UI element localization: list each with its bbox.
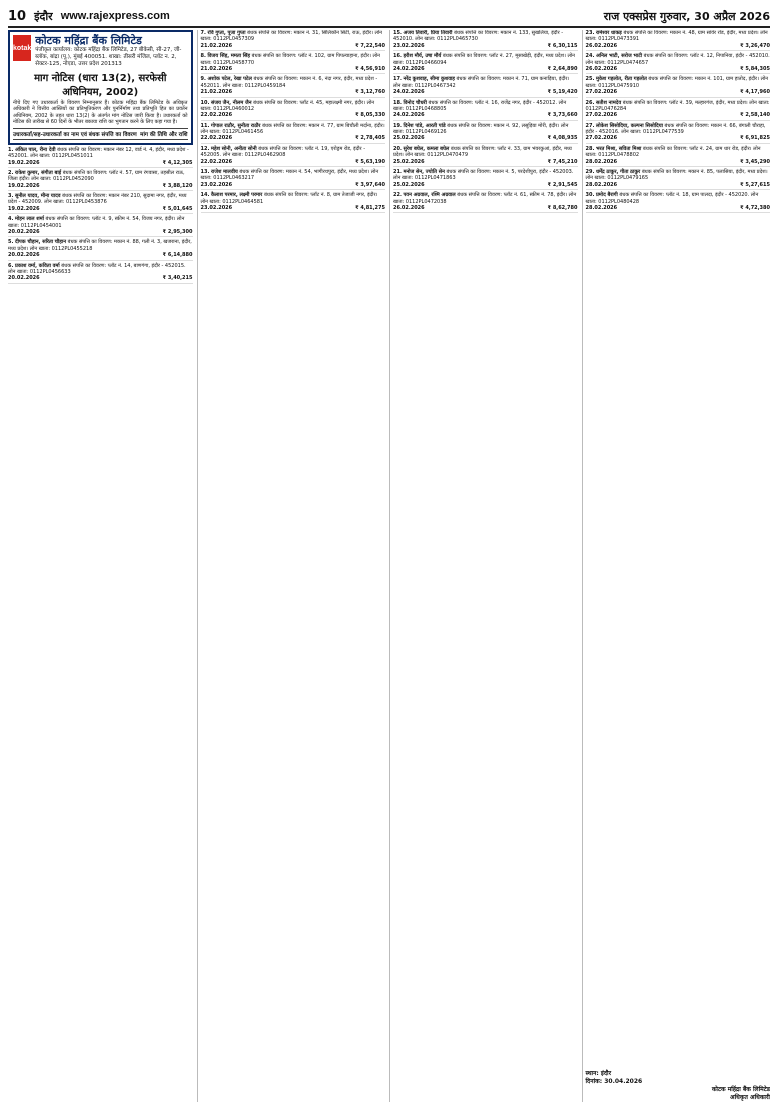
bank-address: पंजीकृत कार्यालय: कोटक महिंद्रा बैंक लिमिटेड, 27 बीकेसी, सी-27, जी-ब्लॉक, बांद्रा (पू.), मुंबई 400051. शाखा: तीसरी मंजिल, प्लॉट न. 2, सेक्टर-125, नोएडा, उत्तर प्रदेश 201313 — [35, 47, 182, 67]
borrower-name: मुकेश गहलोत, रीता गहलोत — [595, 76, 647, 83]
footer-date: दिनांक: 30.04.2026 — [585, 1077, 643, 1085]
property-details: बंधक संपत्ति का विवरण: मकान नं. 6, नंदा नगर, इंदौर, मध्य प्रदेश - 452011. लोन खाता: 0112PL0459184 — [200, 76, 378, 89]
list-item — [586, 146, 771, 167]
list-item — [201, 192, 386, 213]
demand-amount: ₹ 3,88,120 — [162, 182, 193, 189]
entry-number: 24. — [585, 53, 595, 60]
demand-date: 28.02.2026 — [585, 181, 618, 188]
demand-amount: ₹ 4,12,305 — [162, 159, 193, 166]
borrower-name: रवि गुप्ता, पूजा गुप्ता — [207, 30, 246, 36]
demand-amount: ₹ 5,19,420 — [547, 89, 578, 96]
entry-meta — [393, 66, 578, 72]
demand-amount: ₹ 3,73,660 — [547, 112, 578, 119]
notice-intro: नीचे दिए गए उधारकर्ता के विवरण निम्नानुसार हैं। कोटक महिंद्रा बैंक लिमिटेड के अधिकृत अधिकारी ने वित्तीय आस्तियों का प्रतिभूतिकरण और पुनर्निर्माण तथा प्रतिभूति हित का प्रवर्तन अधिनियम, 2002 के तहत धारा 13(2) के अंतर्गत मांग नोटिस जारी किया है। उधारकर्ता को नोटिस की तारीख से 60 दिनों के भीतर बकाया राशि का भुगतान करने के लिए कहा गया है। — [13, 99, 188, 126]
list-item — [586, 30, 771, 51]
borrower-name: सुरेश बघेल, कमला बघेल — [403, 145, 450, 152]
borrower-name: प्रकाश वर्मा, कविता वर्मा — [14, 262, 60, 269]
demand-date: 25.02.2026 — [393, 158, 425, 165]
property-details: बंधक संपत्ति का विवरण: प्लॉट नं. 102, ग्राम पिपल्याहाना, इंदौर। लोन खाता: 0112PL0458770 — [200, 53, 380, 66]
demand-amount: ₹ 2,58,140 — [740, 112, 770, 119]
demand-date: 19.02.2026 — [8, 182, 40, 189]
list-item — [8, 216, 193, 237]
entry-meta — [586, 159, 771, 165]
entry-number: 30. — [585, 192, 595, 199]
entry-meta — [586, 182, 771, 188]
entry-number: 25. — [585, 76, 595, 83]
demand-date: 28.02.2026 — [585, 158, 618, 165]
demand-date: 25.02.2026 — [393, 135, 425, 142]
property-details: बंधक संपत्ति का विवरण: मकान नं. 85, पलासिया, इंदौर, मध्य प्रदेश। लोन खाता: 0112PL0479165 — [585, 169, 768, 182]
demand-amount: ₹ 2,95,300 — [162, 229, 193, 236]
demand-date: 26.02.2026 — [393, 204, 425, 211]
notice-title: माग नोटिस (धारा 13(2), सरफेसी अधिनियम, 2002) — [34, 72, 167, 98]
demand-amount: ₹ 2,64,890 — [547, 65, 578, 72]
demand-amount: ₹ 4,56,910 — [355, 65, 385, 72]
demand-amount: ₹ 7,22,540 — [355, 42, 385, 49]
demand-amount: ₹ 8,05,330 — [355, 112, 385, 119]
demand-date: 20.02.2026 — [8, 229, 40, 236]
demand-amount: ₹ 5,27,615 — [740, 181, 770, 188]
demand-date: 23.02.2026 — [200, 204, 233, 211]
demand-date: 28.02.2026 — [585, 204, 618, 211]
table-head-right: मांग की तिथि और राशि — [140, 131, 188, 138]
demand-date: 26.02.2026 — [585, 42, 618, 49]
demand-date: 27.02.2026 — [585, 135, 618, 142]
list-item — [393, 146, 578, 167]
demand-amount: ₹ 6,91,825 — [740, 135, 770, 142]
entry-meta — [8, 160, 193, 166]
entry-number: 10. — [200, 99, 210, 106]
entry-number: 19. — [393, 122, 402, 129]
borrower-name: विजय सिंह, ममता सिंह — [207, 53, 251, 60]
list-item — [586, 169, 771, 190]
demand-date: 19.02.2026 — [8, 159, 40, 166]
entry-number: 3. — [8, 193, 14, 200]
property-details: बंधक संपत्ति का विवरण: प्लॉट नं. 39, मल्हारगंज, इंदौर, मध्य प्रदेश। लोन खाता: 0112PL0476284 — [585, 99, 770, 112]
table-head-left: उधारकर्ता/सह-उधारकर्ता का नाम एवं बंधक संपत्ति का विवरण — [13, 131, 137, 138]
borrower-name: राकेश कुमार, संगीता बाई — [14, 169, 62, 176]
list-item — [201, 53, 386, 74]
borrower-name: अंकित पाल, रीना देवी — [14, 146, 56, 153]
entry-number: 14. — [200, 192, 210, 199]
column-1 — [8, 30, 193, 1102]
property-details: बंधक संपत्ति का विवरण: मकान नं. 31, सिलिकॉन सिटी, राऊ, इंदौर। लोन खाता: 0112PL0457309 — [200, 30, 382, 43]
property-details: बंधक संपत्ति का विवरण: प्लॉट नं. 33, ग्राम भंवरकुआं, इंदौर, मध्य प्रदेश। लोन खाता: 0112PL0470479 — [393, 145, 572, 159]
demand-amount: ₹ 5,84,305 — [740, 65, 770, 72]
entry-meta — [586, 66, 771, 72]
demand-date: 22.02.2026 — [200, 158, 233, 165]
list-item — [201, 169, 386, 190]
brand-row — [13, 35, 188, 68]
property-details: बंधक संपत्ति का विवरण: मकान नं. 66, बंगाली चौराहा, इंदौर - 452016. लोन खाता: 0112PL0477539 — [585, 122, 766, 136]
demand-amount: ₹ 7,45,210 — [547, 158, 578, 165]
list-item — [8, 170, 193, 191]
list-item — [393, 53, 578, 74]
entry-meta — [201, 182, 386, 188]
page-number: 10 — [8, 8, 27, 24]
property-details: बंधक संपत्ति का विवरण: प्लॉट नं. 9, स्कीम नं. 54, विजय नगर, इंदौर। लोन खाता: 0112PL0454001 — [8, 216, 185, 229]
demand-amount: ₹ 8,62,780 — [547, 204, 578, 211]
list-item — [586, 192, 771, 213]
demand-amount: ₹ 5,01,645 — [162, 205, 193, 212]
entry-number: 16. — [393, 53, 402, 60]
city-name: इंदौर — [34, 9, 53, 23]
property-details: बंधक संपत्ति का विवरण: मकान नंबर 210, सुदामा नगर, इंदौर, मध्य प्रदेश - 452009. लोन खाता: 0112PL0453876 — [8, 193, 187, 206]
entry-number: 23. — [585, 30, 595, 36]
kotak-logo: kotak — [13, 35, 31, 61]
entry-number: 18. — [393, 99, 402, 106]
property-details: बंधक संपत्ति का विवरण: प्लॉट नं. 45, महालक्ष्मी नगर, इंदौर। लोन खाता: 0112PL0460012 — [200, 99, 375, 112]
list-item — [201, 100, 386, 121]
borrower-name: धर्मेंद्र ठाकुर, गीता ठाकुर — [595, 169, 641, 176]
demand-amount: ₹ 4,72,380 — [740, 204, 770, 211]
demand-amount: ₹ 4,81,275 — [355, 204, 385, 211]
entry-meta — [393, 182, 578, 188]
entry-meta — [393, 43, 578, 49]
entry-number: 20. — [393, 145, 402, 152]
list-item — [8, 263, 193, 284]
demand-date: 27.02.2026 — [585, 112, 618, 119]
demand-amount: ₹ 3,45,290 — [740, 158, 770, 165]
demand-date: 21.02.2026 — [200, 65, 233, 72]
property-details: बंधक संपत्ति का विवरण: प्लॉट नं. 19, एरोड्रम रोड, इंदौर - 452005. लोन खाता: 0112PL0462908 — [200, 145, 365, 159]
list-item — [393, 30, 578, 51]
demand-date: 25.02.2026 — [393, 181, 425, 188]
demand-amount: ₹ 4,08,935 — [547, 135, 578, 142]
entry-meta — [586, 43, 771, 49]
property-details: बंधक संपत्ति का विवरण: प्लॉट नं. 8, ग्राम तेजाजी नगर, इंदौर। लोन खाता: 0112PL0464581 — [200, 192, 378, 205]
signatory-name: कोटक महिंद्रा बैंक लिमिटेड — [711, 1085, 770, 1093]
entry-meta — [201, 159, 386, 165]
entry-number: 9. — [200, 76, 206, 83]
borrower-name: गोपाल राठौर, सुनीता राठौर — [210, 122, 261, 129]
property-details: बंधक संपत्ति का विवरण: मकान नं. 92, लसूड़िया मोरी, इंदौर। लोन खाता: 0112PL0469126 — [393, 122, 569, 136]
column-4 — [582, 30, 771, 1102]
table-header — [13, 128, 188, 140]
property-details: बंधक संपत्ति का विवरण: प्लॉट नं. 24, ग्राम धार रोड, इंदौर। लोन खाता: 0112PL0478802 — [585, 145, 761, 159]
notice-body — [8, 30, 770, 1102]
borrower-name: भरत मिश्रा, सविता मिश्रा — [595, 145, 642, 152]
entry-meta — [393, 135, 578, 141]
entry-number: 11. — [200, 122, 210, 129]
demand-date: 23.02.2026 — [200, 181, 233, 188]
edition-info: राज एक्सप्रेस गुरुवार, 30 अप्रैल 2026 — [603, 9, 770, 23]
entry-number: 6. — [8, 262, 14, 269]
property-details: बंधक संपत्ति का विवरण: प्लॉट नं. 18, ग्राम पालदा, इंदौर - 452020. लोन खाता: 0112PL0480428 — [585, 192, 759, 205]
demand-date: 26.02.2026 — [585, 65, 618, 72]
list-item — [8, 147, 193, 168]
entry-meta — [8, 206, 193, 212]
demand-date: 21.02.2026 — [200, 42, 233, 49]
list-item — [8, 239, 193, 260]
list-item — [393, 100, 578, 121]
entry-meta — [201, 66, 386, 72]
list-item — [586, 76, 771, 97]
borrower-name: कैलाश परमार, लक्ष्मी परमार — [210, 192, 263, 199]
entry-meta — [201, 89, 386, 95]
list-item — [393, 76, 578, 97]
demand-amount: ₹ 3,97,640 — [355, 181, 385, 188]
property-details: बंधक संपत्ति का विवरण: मकान नं. 48, ग्राम सांवेर रोड, इंदौर, मध्य प्रदेश। लोन खाता: 0112PL0473391 — [585, 30, 768, 43]
demand-date: 24.02.2026 — [393, 112, 425, 119]
list-item — [393, 169, 578, 190]
entry-meta — [393, 205, 578, 211]
column-2 — [197, 30, 386, 1102]
entry-number: 28. — [585, 145, 595, 152]
borrower-name: दिनेश पांडे, आरती पांडे — [403, 122, 446, 129]
list-item — [201, 146, 386, 167]
list-item — [8, 193, 193, 214]
notice-footer — [586, 1070, 771, 1102]
entry-number: 15. — [393, 30, 402, 36]
borrower-name: लोकेश सिसोदिया, कल्पना सिसोदिया — [595, 122, 663, 129]
masthead — [8, 6, 770, 28]
demand-amount: ₹ 3,12,760 — [355, 89, 385, 96]
borrower-name: दीपक चौहान, सरिता चौहान — [14, 239, 66, 246]
demand-amount: ₹ 5,63,190 — [355, 158, 385, 165]
entry-meta — [586, 205, 771, 211]
property-details: बंधक संपत्ति का विवरण: प्लॉट नं. 57, ग्राम रंगवासा, तहसील राऊ, जिला इंदौर। लोन खाता: 0112PL0452090 — [8, 169, 185, 183]
borrower-name: संजय जैन, नीलम जैन — [210, 99, 252, 106]
entry-number: 17. — [393, 76, 402, 83]
entry-number: 26. — [585, 99, 595, 106]
entry-meta — [393, 89, 578, 95]
entry-meta — [586, 112, 771, 118]
property-details: बंधक संपत्ति का विवरण: मकान नं. 101, ग्राम हातोद, इंदौर। लोन खाता: 0112PL0475910 — [585, 76, 769, 89]
entry-number: 8. — [200, 53, 206, 60]
borrower-name: राजेश मालवीय — [210, 169, 238, 176]
list-item — [201, 123, 386, 144]
borrower-name: हरीश मौर्य, उषा मौर्य — [403, 53, 442, 60]
property-details: बंधक संपत्ति का विवरण: मकान नं. 88, गली नं. 3, खजराना, इंदौर, मध्य प्रदेश। लोन खाता: 0112PL0455218 — [8, 239, 192, 252]
property-details: बंधक संपत्ति का विवरण: प्लॉट नं. 16, राजेंद्र नगर, इंदौर - 452012. लोन खाता: 0112PL0468805 — [393, 99, 567, 112]
list-item — [201, 76, 386, 97]
demand-date: 21.02.2026 — [200, 89, 233, 96]
demand-amount: ₹ 2,91,545 — [547, 181, 578, 188]
entry-number: 1. — [8, 146, 14, 153]
property-details: बंधक संपत्ति का विवरण: प्लॉट नं. 12, निपानिया, इंदौर - 452010. लोन खाता: 0112PL0474657 — [585, 53, 770, 66]
borrower-name: अजय तिवारी, प्रिया तिवारी — [403, 30, 453, 36]
borrower-name: अशोक पटेल, रेखा पटेल — [207, 76, 252, 83]
website-link[interactable]: www.rajexpress.com — [60, 10, 170, 22]
demand-date: 20.02.2026 — [8, 252, 40, 259]
entry-number: 4. — [8, 216, 14, 223]
footer-place: स्थान: इंदौर — [585, 1069, 612, 1077]
demand-date: 24.02.2026 — [393, 89, 425, 96]
borrower-name: रामेश्वर धाकड़ — [595, 30, 622, 36]
property-details: बंधक संपत्ति का विवरण: प्लॉट नं. 14, बाणगंगा, इंदौर - 452015. लोन खाता: 0112PL0456633 — [8, 262, 186, 275]
demand-date: 22.02.2026 — [200, 112, 233, 119]
list-item — [393, 192, 578, 213]
signatory-role: अधिकृत अधिकारी — [730, 1093, 770, 1101]
demand-date: 23.02.2026 — [393, 42, 425, 49]
demand-amount: ₹ 2,78,405 — [355, 135, 385, 142]
property-details: बंधक संपत्ति का विवरण: मकान नं. 5, परदेशीपुरा, इंदौर - 452003. लोन खाता: 0112PL0471863 — [393, 169, 574, 182]
property-details: बंधक संपत्ति का विवरण: मकान नंबर 12, वार्ड नं. 4, इंदौर, मध्य प्रदेश - 452001. लोन खाता: 0112PL0451011 — [8, 146, 189, 160]
borrower-name: सुनील यादव, मीना यादव — [14, 193, 61, 200]
masthead-left — [8, 9, 170, 24]
entry-meta — [586, 89, 771, 95]
ad-header — [8, 30, 193, 145]
demand-date: 22.02.2026 — [200, 135, 233, 142]
entry-number: 27. — [585, 122, 595, 129]
entry-number: 21. — [393, 169, 402, 176]
demand-amount: ₹ 6,14,880 — [162, 252, 193, 259]
property-details: बंधक संपत्ति का विवरण: मकान नं. 133, सुखलिया, इंदौर - 452010. लोन खाता: 0112PL0465730 — [393, 30, 564, 43]
entry-meta — [201, 135, 386, 141]
borrower-name: विनोद चौधरी — [403, 99, 427, 106]
borrower-name: पवन अग्रवाल, रश्मि अग्रवाल — [403, 192, 456, 199]
entry-meta — [586, 135, 771, 141]
bank-name: कोटक महिंद्रा बैंक लिमिटेड — [35, 34, 142, 47]
list-item — [586, 53, 771, 74]
entry-meta — [8, 229, 193, 235]
borrower-name: महेश सोनी, अनीता सोनी — [210, 145, 257, 152]
entry-number: 12. — [200, 145, 210, 152]
demand-amount: ₹ 3,40,215 — [162, 275, 193, 282]
demand-date: 24.02.2026 — [393, 65, 425, 72]
demand-date: 19.02.2026 — [8, 205, 40, 212]
entry-meta — [393, 112, 578, 118]
borrower-name: मोहन लाल शर्मा — [14, 216, 44, 223]
borrower-name: मनोज सेन, ज्योति सेन — [403, 169, 445, 176]
property-details: बंधक संपत्ति का विवरण: प्लॉट नं. 61, स्कीम नं. 78, इंदौर। लोन खाता: 0112PL0472038 — [393, 192, 577, 205]
demand-amount: ₹ 3,26,470 — [740, 42, 770, 49]
entry-meta — [201, 43, 386, 49]
entry-meta — [8, 252, 193, 258]
demand-amount: ₹ 4,17,960 — [740, 89, 770, 96]
entry-number: 13. — [200, 169, 210, 176]
borrower-name: सतीश नामदेव — [595, 99, 622, 106]
demand-date: 27.02.2026 — [585, 89, 618, 96]
list-item — [201, 30, 386, 51]
borrower-name: नरेंद्र कुशवाह, सीमा कुशवाह — [403, 76, 455, 83]
entry-number: 5. — [8, 239, 14, 246]
property-details: बंधक संपत्ति का विवरण: प्लॉट नं. 27, मूसाखेड़ी, इंदौर, मध्य प्रदेश। लोन खाता: 0112PL0466094 — [393, 53, 575, 66]
property-details: बंधक संपत्ति का विवरण: मकान नं. 54, भागीरथपुरा, इंदौर, मध्य प्रदेश। लोन खाता: 0112PL0463217 — [200, 169, 379, 182]
entry-number: 29. — [585, 169, 595, 176]
list-item — [586, 123, 771, 144]
entry-meta — [201, 205, 386, 211]
property-details: बंधक संपत्ति का विवरण: मकान नं. 71, ग्राम कनाड़िया, इंदौर। लोन खाता: 0112PL0467342 — [393, 76, 570, 89]
entry-number: 22. — [393, 192, 402, 199]
entry-meta — [393, 159, 578, 165]
entry-meta — [201, 112, 386, 118]
entry-number: 7. — [200, 30, 206, 36]
entry-number: 2. — [8, 169, 14, 176]
list-item — [586, 100, 771, 121]
column-3 — [389, 30, 578, 1102]
demand-date: 20.02.2026 — [8, 275, 40, 282]
entry-meta — [8, 275, 193, 281]
borrower-name: अनिल भाटी, सरोज भाटी — [595, 53, 643, 60]
borrower-name: प्रमोद बैरागी — [595, 192, 618, 199]
demand-amount: ₹ 6,30,115 — [547, 42, 578, 49]
list-item — [393, 123, 578, 144]
entry-meta — [8, 183, 193, 189]
property-details: बंधक संपत्ति का विवरण: मकान नं. 77, ग्राम बिचौली मर्दाना, इंदौर। लोन खाता: 0112PL0461456 — [200, 122, 385, 136]
